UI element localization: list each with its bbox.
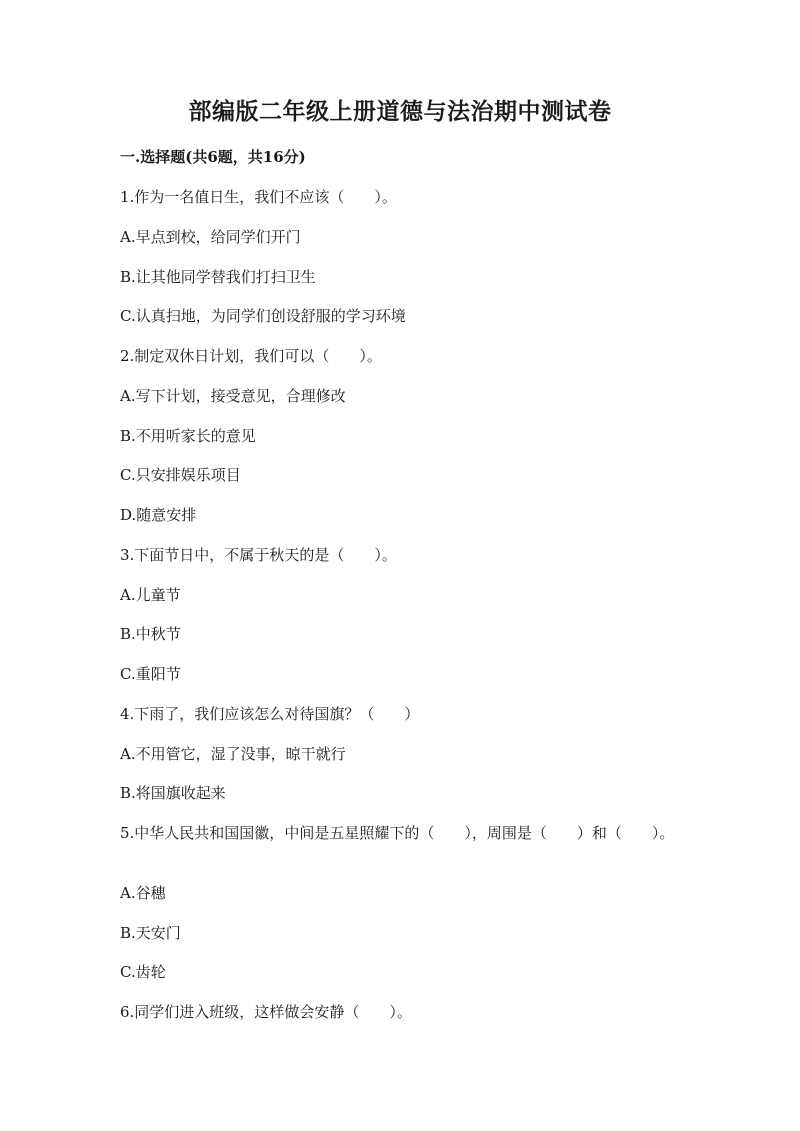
option-2d: D.随意安排 [120,506,197,524]
section-heading: 一.选择题(共6题，共16分) [120,148,306,166]
option-1b: B.让其他同学替我们打扫卫生 [120,268,316,286]
option-3a: A.儿童节 [120,586,181,604]
option-2c: C.只安排娱乐项目 [120,466,241,484]
option-3b: B.中秋节 [120,625,181,643]
option-2a: A.写下计划，接受意见，合理修改 [120,387,346,405]
question-5: 5.中华人民共和国国徽，中间是五星照耀下的（ ），周围是（ ）和（ ）。 [120,824,675,842]
page-title: 部编版二年级上册道德与法治期中测试卷 [188,98,612,125]
option-5b: B.天安门 [120,924,181,942]
question-2: 2.制定双休日计划，我们可以（ ）。 [120,347,382,365]
option-2b: B.不用听家长的意见 [120,427,256,445]
question-6: 6.同学们进入班级，这样做会安静（ ）。 [120,1003,412,1021]
option-4a: A.不用管它，湿了没事，晾干就行 [120,745,346,763]
option-5c: C.齿轮 [120,963,166,981]
question-3: 3.下面节日中，不属于秋天的是（ ）。 [120,546,397,564]
option-4b: B.将国旗收起来 [120,784,226,802]
option-1a: A.早点到校，给同学们开门 [120,228,301,246]
option-3c: C.重阳节 [120,665,181,683]
question-4: 4.下雨了，我们应该怎么对待国旗？（ ） [120,705,420,723]
option-1c: C.认真扫地，为同学们创设舒服的学习环境 [120,307,406,325]
question-1: 1.作为一名值日生，我们不应该（ ）。 [120,188,397,206]
option-5a: A.谷穗 [120,884,166,902]
